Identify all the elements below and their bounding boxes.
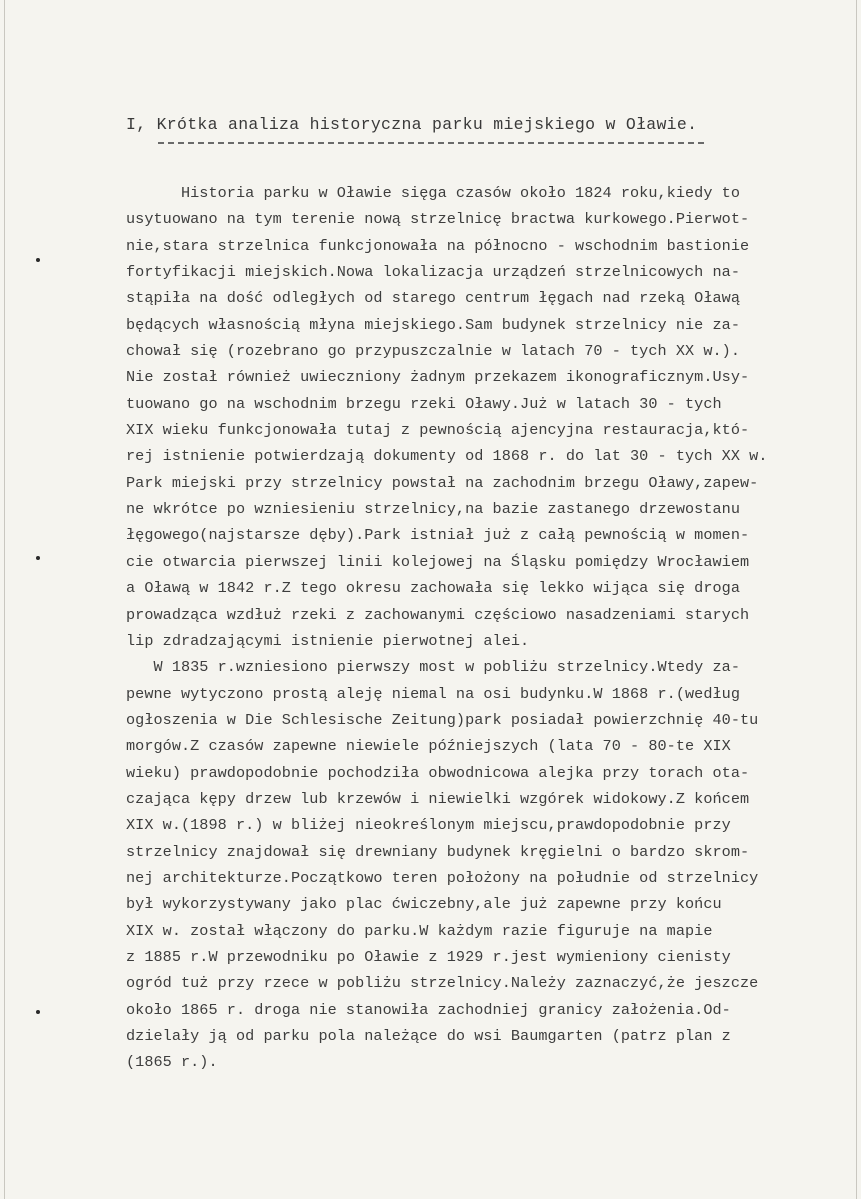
text-line: Historia parku w Oławie sięga czasów około 1824 roku,kiedy to <box>126 184 740 202</box>
text-line: fortyfikacji miejskich.Nowa lokalizacja urządzeń strzelnicowych na- <box>126 263 740 282</box>
text-line: dzielały ją od parku pola należące do wsi Baumgarten (patrz plan z <box>126 1027 731 1045</box>
body-text <box>126 180 846 1076</box>
text-line: z 1885 r.W przewodniku po Oławie z 1929 r.jest wymieniony cienisty <box>126 947 731 966</box>
text-line: Park miejski przy strzelnicy powstał na zachodnim brzegu Oławy,zapew- <box>126 473 759 492</box>
text-line: morgów.Z czasów zapewne niewiele późniejszych (lata 70 - 80-te XIX <box>126 737 731 756</box>
text-line: lip zdradzającymi istnienie pierwotnej alei. <box>126 631 530 650</box>
text-line: XIX w.(1898 r.) w bliżej nieokreślonym miejscu,prawdopodobnie przy <box>126 816 731 835</box>
text-line: a Oławą w 1842 r.Z tego okresu zachowała się lekko wijąca się droga <box>126 579 740 598</box>
text-line: XIX w. został włączony do parku.W każdym razie figuruje na mapie <box>126 921 713 940</box>
page-edge-left <box>4 0 5 1199</box>
text-line: (1865 r.). <box>126 1053 218 1072</box>
text-line: około 1865 r. droga nie stanowiła zachodniej granicy założenia.Od- <box>126 1000 731 1019</box>
section-heading: I, Krótka analiza historyczna parku miejskiego w Oławie. <box>126 115 698 134</box>
text-line: strzelnicy znajdował się drewniany budynek kręgielni o bardzo skrom- <box>126 842 750 861</box>
text-line: ne wkrótce po wzniesieniu strzelnicy,na bazie zastanego drzewostanu <box>126 500 740 519</box>
text-line: Nie został również uwieczniony żadnym przekazem ikonograficznym.Usy- <box>126 368 750 387</box>
text-line: nie,stara strzelnica funkcjonowała na północno - wschodnim bastionie <box>126 236 750 255</box>
text-line: usytuowano na tym terenie nową strzelnicę bractwa kurkowego.Pierwot- <box>126 210 750 229</box>
text-line: stąpiła na dość odległych od starego centrum łęgach nad rzeką Oławą <box>126 289 740 308</box>
text-line: chował się (rozebrano go przypuszczalnie w latach 70 - tych XX w.). <box>126 342 740 361</box>
text-line: tuowano go na wschodnim brzegu rzeki Oławy.Już w latach 30 - tych <box>126 394 722 413</box>
punch-hole-mark <box>36 1010 40 1014</box>
text-line: XIX wieku funkcjonowała tutaj z pewnością ajencyjna restauracja,któ- <box>126 421 750 440</box>
text-line: ogród tuż przy rzece w pobliżu strzelnicy.Należy zaznaczyć,że jeszcze <box>126 974 759 993</box>
punch-hole-mark <box>36 258 40 262</box>
text-line: łęgowego(najstarsze dęby).Park istniał już z całą pewnością w momen- <box>126 526 750 545</box>
heading-underline <box>158 142 704 144</box>
page-edge-right <box>856 0 857 1199</box>
text-line: ogłoszenia w Die Schlesische Zeitung)park posiadał powierzchnię 40-tu <box>126 710 759 729</box>
text-line: prowadząca wzdłuż rzeki z zachowanymi częściowo nasadzeniami starych <box>126 605 750 624</box>
text-line: rej istnienie potwierdzają dokumenty od 1868 r. do lat 30 - tych XX w. <box>126 447 768 466</box>
punch-hole-mark <box>36 556 40 560</box>
text-line: wieku) prawdopodobnie pochodziła obwodnicowa alejka przy torach ota- <box>126 763 750 782</box>
text-line: będących własnością młyna miejskiego.Sam budynek strzelnicy nie za- <box>126 315 740 334</box>
text-line: W 1835 r.wzniesiono pierwszy most w pobliżu strzelnicy.Wtedy za- <box>126 658 740 677</box>
text-line: cie otwarcia pierwszej linii kolejowej na Śląsku pomiędzy Wrocławiem <box>126 552 750 571</box>
text-line: czająca kępy drzew lub krzewów i niewielki wzgórek widokowy.Z końcem <box>126 789 750 808</box>
text-line: nej architekturze.Początkowo teren położony na południe od strzelnicy <box>126 868 759 887</box>
text-line: był wykorzystywany jako plac ćwiczebny,ale już zapewne przy końcu <box>126 895 722 914</box>
text-line: pewne wytyczono prostą aleję niemal na osi budynku.W 1868 r.(według <box>126 684 740 703</box>
